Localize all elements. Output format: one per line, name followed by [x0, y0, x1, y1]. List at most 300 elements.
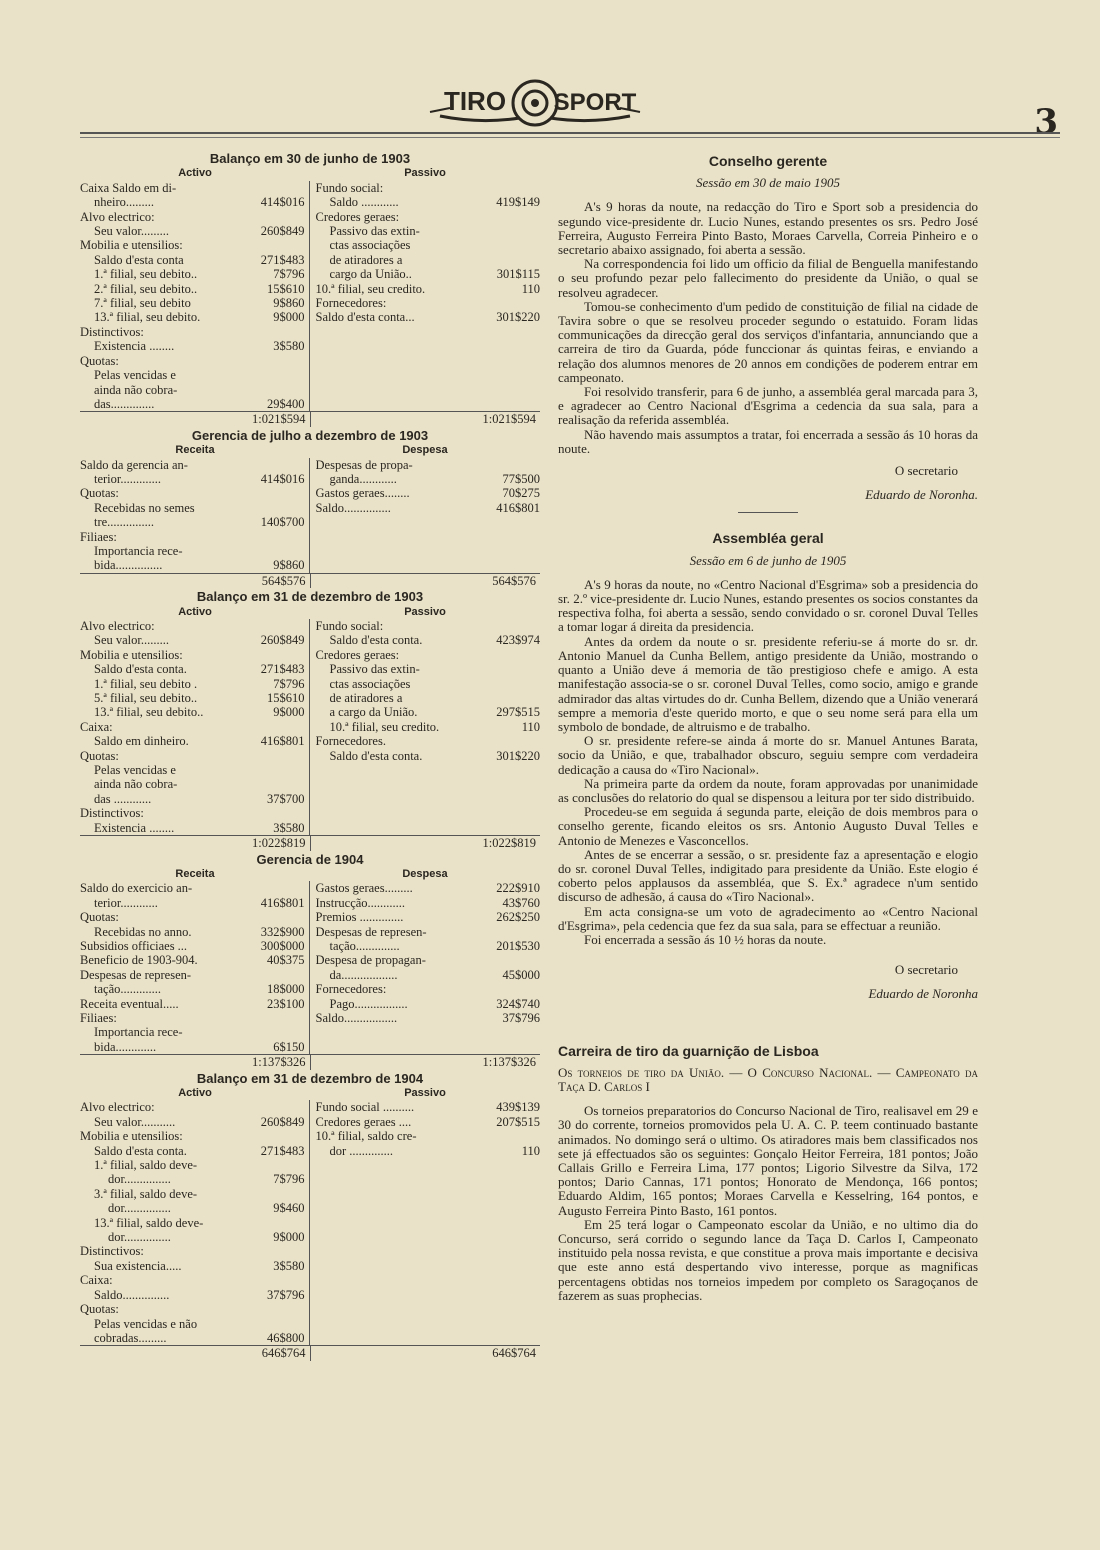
ledger-row [80, 1216, 305, 1230]
ledger-item-label: Quotas: [80, 910, 119, 925]
ledger-item-amount: 9$860 [273, 296, 305, 311]
ledger-row [80, 1144, 305, 1158]
ledger-item-label: bida............. [94, 1039, 157, 1054]
ledger-right-side [310, 619, 541, 835]
ledger-row [80, 558, 305, 572]
ledger-row [80, 806, 305, 820]
header-rule-thin [80, 137, 1060, 138]
ledger-row [316, 910, 541, 924]
ledger-item-label: Saldo do exercicio an- [80, 881, 193, 896]
svg-text:SPORT: SPORT [553, 89, 637, 116]
ledger-item-label: Filiaes: [80, 1010, 117, 1025]
ledger-item-label: Saldo............... [94, 1287, 170, 1302]
ledger-item-label: 1.ª filial, seu debito.. [94, 267, 198, 282]
masthead-emblem-icon [420, 72, 650, 134]
ledger-item-label: Saldo em dinheiro. [94, 734, 189, 749]
ledger-total: 1:137$326 [80, 1055, 311, 1069]
ledger-right-side [310, 1100, 541, 1345]
ledger-row [80, 1259, 305, 1273]
ledger-item-amount [235, 383, 305, 397]
ledger-row [80, 339, 305, 353]
ledger-item-amount: 260$849 [260, 1114, 305, 1129]
ledger-row [316, 267, 541, 281]
ledger-item-label: Distinctivos: [80, 806, 144, 821]
ledger-item-label: Sua existencia..... [94, 1258, 182, 1273]
ledger-item-amount [235, 1216, 305, 1230]
ledger-item-amount [235, 325, 305, 339]
ledger-left-side [80, 881, 310, 1054]
ledger-item-amount: 7$796 [273, 676, 305, 691]
ledger-row [80, 720, 305, 734]
ledger-column-head: Activo [178, 1087, 212, 1099]
ledger-item-label: Caixa Saldo em di- [80, 180, 177, 195]
ledger-row [316, 749, 541, 763]
ledger-item-amount [235, 1100, 305, 1114]
page-number: 3 [1034, 102, 1058, 142]
ledger-item-label: das.............. [94, 396, 155, 411]
ledger-item-label: Distinctivos: [80, 324, 144, 339]
ledger-row [316, 720, 541, 734]
ledger-item-amount: 262$250 [496, 910, 540, 925]
ledger-item-label: Recebidas no semes [94, 500, 195, 515]
ledger-item-amount: 15$610 [267, 281, 305, 296]
ledger-item-label: de atiradores a [329, 691, 403, 706]
ledger-item-amount: 3$580 [273, 339, 305, 354]
ledger-row [80, 777, 305, 791]
article-paragraph: Em acta consigna-se um voto de agradecimento ao «Centro Nacional d'Esgrima», pela cedencia que fez da sua sala, para se effectuar a reunião. [558, 903, 978, 933]
ledger-item-label: Passivo das extin- [329, 224, 420, 239]
ledger-item-amount: 6$150 [273, 1039, 305, 1054]
ledger-item-label: Pelas vencidas e [94, 368, 176, 383]
ledger-row [80, 1302, 305, 1316]
ledger-item-amount [470, 734, 540, 748]
ledger-item-label: Quotas: [80, 353, 119, 368]
ledger-row [80, 354, 305, 368]
ledger-row [80, 195, 305, 209]
ledger-item-label: Existencia ........ [94, 820, 175, 835]
ledger-item-label: Saldo d'esta conta. [329, 748, 423, 763]
ledger-row [316, 734, 541, 748]
ledger-column-head: Passivo [404, 1087, 446, 1099]
ledger-row [316, 691, 541, 705]
ledger-row [80, 763, 305, 777]
ledger-row [80, 1187, 305, 1201]
ledger-item-label: Saldo d'esta conta. [329, 633, 423, 648]
article-paragraph: A's 9 horas da noute, no «Centro Nacional d'Esgrima» sob a presidencia do sr. 2.º vice-presidente dr. Lucio Nunes, estando presentes os socios constantes da respectiva folha, foi aberta a sessão, sendo convidado o sr. coronel Duval Telles a tomar logar á direita da presidencia. [558, 576, 978, 635]
ledger-item-label: 1.ª filial, seu debito . [94, 676, 198, 691]
ledger-row [316, 181, 541, 195]
ledger-item-amount: 301$220 [496, 310, 540, 325]
ledger-item-label: 13.ª filial, saldo deve- [94, 1215, 204, 1230]
ledger-total: 646$764 [80, 1346, 311, 1360]
ledger-item-label: Caixa: [80, 719, 113, 734]
ledger-item-label: Saldo d'esta conta... [315, 310, 415, 325]
ledger-row [316, 925, 541, 939]
ledger-row [316, 253, 541, 267]
ledger-item-amount [235, 910, 305, 924]
ledger-item-label: Fornecedores: [315, 982, 387, 997]
ledger-item-amount: 207$515 [496, 1114, 540, 1129]
ledger-item-amount [235, 968, 305, 982]
ledger-column-head: Passivo [404, 605, 446, 618]
ledger-row [80, 1244, 305, 1258]
ledger-left-side [80, 458, 310, 573]
ledger-item-amount [470, 224, 540, 238]
article-title-conselho: Conselho gerente [708, 153, 828, 169]
signature-name: Eduardo de Noronha [868, 986, 978, 1002]
ledger-item-amount [235, 1187, 305, 1201]
ledger-left-side [80, 1100, 310, 1345]
ledger-item-label: Fornecedores: [315, 296, 387, 311]
ledger-item-amount: 332$900 [260, 924, 305, 939]
ledger-row [80, 1011, 305, 1025]
ledger-item-label: dor............... [108, 1201, 171, 1216]
ledger-item-label: Saldo ............ [329, 195, 399, 210]
ledger-row [316, 997, 541, 1011]
ledger-row [316, 1144, 541, 1158]
ledger-item-amount [470, 253, 540, 267]
ledger-item-amount [235, 1273, 305, 1287]
ledger-title: Balanço em 31 de dezembro de 1904 [196, 1070, 424, 1086]
ledger-row [316, 982, 541, 996]
ledger-total: 1:022$819 [482, 836, 536, 851]
ledger-item-label: terior............ [94, 895, 158, 910]
article-paragraph: Os torneios preparatorios do Concurso Nacional de Tiro, realisavel em 29 e 30 do corrente, torneios promovidos pela U. A. C. P. teem continuado bastante animados. No domingo será o ultimo. Os atiradores mais bem classificados nos sete já effectuados são os seguintes: Gonçalo Heitor Ferreira, 181 pontos; João Callais Grillo e Ferreira Lima, 177 pontos; Ligorio Silvestre da Silva, 172 pontos; Dario Cannas, 171 pontos; Honorato de Mendonça, 166 pontos; Eduardo Aldim, 165 pontos; Moraes Carvella e Kesselring, 164 pontos, e Augusto Ferreira Pinto Basto, 161 pontos. [558, 1103, 978, 1218]
ledger-row [80, 749, 305, 763]
ledger-item-label: ctas associações [329, 238, 411, 253]
ledger-item-label: de atiradores a [329, 252, 403, 267]
ledger-item-amount [235, 486, 305, 500]
ledger-item-label: Distinctivos: [80, 1244, 144, 1259]
ledger-item-amount: 37$796 [502, 1010, 540, 1025]
ledger-item-label: Fundo social: [315, 180, 384, 195]
article-paragraph: Procedeu-se em seguida á segunda parte, eleição de dois membros para o conselho gerente, ficando eleitos os srs. Antonio Augusto Duval Telles e Antonio de Menezes e Vasconcellos. [558, 804, 978, 848]
ledger-column-head: Receita [175, 444, 215, 457]
ledger-row [80, 1040, 305, 1054]
ledger-total: 1:022$819 [80, 836, 311, 850]
ledger-item-label: Subsidios officiaes ... [80, 938, 188, 953]
ledger-item-label: Seu valor........... [94, 1114, 176, 1129]
ledger-item-label: Gastos geraes......... [315, 881, 413, 896]
ledger-item-amount: 414$016 [260, 471, 305, 486]
ledger-item-label: Pelas vencidas e não [94, 1316, 198, 1331]
ledger-row [80, 619, 305, 633]
ledger-item-amount [470, 925, 540, 939]
ledger-item-amount: 70$275 [502, 486, 540, 501]
ledger-item-label: Saldo d'esta conta. [94, 1143, 187, 1158]
article-paragraph: A's 9 horas da noute, na redacção do Tiro e Sport sob a presidencia do segundo vice-presidente dr. Lucio Nunes, estando presentes os srs. Pedro José Ferreira, Augusto Ferreira Pinto Basto, Moraes Carvella, Correia Pinheiro e o secretario abaixo assignado, foi aberta a sessão. [558, 199, 978, 258]
ledger-item-label: tação.............. [329, 938, 400, 953]
ledger-item-label: dor............... [108, 1230, 171, 1245]
ledger-title: Gerencia de julho a dezembro de 1903 [191, 427, 429, 443]
ledger-row [80, 1230, 305, 1244]
article-title-carreira: Carreira de tiro da guarnição de Lisboa [558, 1042, 819, 1059]
ledger-row [80, 515, 305, 529]
ledger-section [80, 152, 540, 427]
ledger-item-amount: 9$460 [273, 1201, 305, 1216]
ledger-row [80, 648, 305, 662]
ledger-item-amount: 260$849 [260, 633, 305, 648]
ledger-item-amount: 416$801 [260, 734, 305, 749]
ledger-row [80, 677, 305, 691]
article-paragraph: Não havendo mais assumptos a tratar, foi encerrada a sessão ás 10 horas da noute. [558, 426, 978, 456]
ledger-row [316, 224, 541, 238]
article-body-assemblea [558, 578, 978, 947]
ledger-item-amount [235, 458, 305, 472]
ledger-row [80, 238, 305, 252]
ledger-section [80, 1072, 540, 1361]
ledger-row [316, 953, 541, 967]
ledger-item-amount [235, 648, 305, 662]
ledger-row [80, 501, 305, 515]
ledger-section [80, 429, 540, 588]
ledger-item-label: Alvo electrico: [80, 1100, 155, 1115]
ledger-row [80, 1129, 305, 1143]
ledger-item-label: 7.ª filial, seu debito [94, 296, 191, 311]
ledger-item-amount: 9$000 [273, 310, 305, 325]
ledger-item-label: dor............... [108, 1172, 171, 1187]
ledger-item-amount [235, 1158, 305, 1172]
ledger-row [80, 1115, 305, 1129]
ledger-item-amount: 46$800 [267, 1330, 305, 1345]
ledger-item-amount [470, 238, 540, 252]
signature-role: O secretario [894, 463, 958, 479]
ledger-row [80, 530, 305, 544]
ledger-right-side [310, 881, 541, 1054]
ledger-row [80, 383, 305, 397]
ledger-item-label: Alvo electrico: [80, 619, 155, 633]
ledger-row [316, 633, 541, 647]
ledger-item-amount [235, 720, 305, 734]
ledger-row [80, 544, 305, 558]
ledger-row [80, 224, 305, 238]
ledger-item-label: Importancia rece- [94, 543, 183, 558]
ledger-item-label: ainda não cobra- [94, 777, 178, 792]
ledger-row [80, 325, 305, 339]
ledger-row [80, 1317, 305, 1331]
ledger-row [80, 734, 305, 748]
ledger-row [80, 968, 305, 982]
masthead-logo [420, 72, 650, 134]
ledger-item-amount: 140$700 [260, 515, 305, 530]
ledger-row [316, 939, 541, 953]
ledger-item-amount: 45$000 [502, 967, 540, 982]
ledger-item-label: 13.ª filial, seu debito.. [94, 705, 204, 720]
ledger-item-label: Saldo............... [315, 500, 391, 515]
ledger-row [316, 881, 541, 895]
ledger-item-amount [235, 763, 305, 777]
ledger-item-amount: 260$849 [260, 224, 305, 239]
article-subtitle-conselho: Sessão em 30 de maio 1905 [695, 175, 841, 191]
ledger-item-amount: 29$400 [267, 396, 305, 411]
ledger-item-label: Seu valor......... [94, 633, 169, 648]
ledger-row [80, 925, 305, 939]
ledger-left-side [80, 181, 310, 412]
header-rule [80, 132, 1060, 134]
ledger-item-label: Despesas de propa- [315, 457, 413, 472]
ledger-row [80, 486, 305, 500]
ledger-row [316, 1011, 541, 1025]
ledger-row [316, 458, 541, 472]
ledger-item-amount [235, 210, 305, 224]
ledger-item-amount: 37$796 [267, 1287, 305, 1302]
ledger-title: Balanço em 31 de dezembro de 1903 [196, 589, 424, 605]
ledger-column-head: Activo [178, 167, 212, 180]
ledger-row [80, 982, 305, 996]
ledger-item-label: Passivo das extin- [329, 662, 420, 677]
ledger-row [316, 501, 541, 515]
ledger-item-amount [235, 749, 305, 763]
ledger-row [316, 296, 541, 310]
ledger-row [80, 210, 305, 224]
ledger-item-amount [235, 368, 305, 382]
ledger-item-label: Saldo d'esta conta. [94, 662, 187, 677]
signature-name: Eduardo de Noronha. [865, 487, 978, 503]
ledger-row [80, 310, 305, 324]
ledger-item-amount [235, 1025, 305, 1039]
ledger-item-label: Mobilia e utensilios: [80, 1129, 183, 1144]
ledger-item-label: 3.ª filial, saldo deve- [94, 1186, 198, 1201]
ledger-item-amount: 300$000 [260, 938, 305, 953]
ledger-item-label: Premios .............. [315, 910, 404, 925]
divider [738, 512, 798, 513]
ledger-item-amount [470, 982, 540, 996]
ledger-row [316, 282, 541, 296]
ledger-item-amount [235, 881, 305, 895]
ledger-item-label: Credores geraes: [315, 647, 400, 662]
ledger-row [316, 662, 541, 676]
ledger-item-label: Mobilia e utensilios: [80, 238, 183, 253]
ledger-item-amount: 271$483 [260, 252, 305, 267]
ledger-item-label: 10.ª filial, seu credito. [315, 281, 426, 296]
ledger-item-amount [235, 1317, 305, 1331]
ledger-title: Balanço em 30 de junho de 1903 [209, 151, 411, 166]
ledger-row [316, 896, 541, 910]
ledger-item-label: Mobilia e utensilios: [80, 647, 183, 662]
ledger-item-amount: 110 [521, 1143, 540, 1158]
ledger-item-label: Despesa de propagan- [315, 953, 426, 968]
ledger-item-amount [470, 181, 540, 195]
article-paragraph: Na primeira parte da ordem da noute, foram approvadas por unanimidade as conclusões do relatorio do qual se dispensou a leitura por ter sido distribuido. [558, 775, 978, 805]
ledger-item-label: dor .............. [329, 1143, 394, 1158]
ledger-item-amount [235, 544, 305, 558]
ledger-item-amount [235, 238, 305, 252]
ledger-item-amount: 9$000 [273, 1230, 305, 1245]
ledger-item-label: Credores geraes: [315, 209, 400, 224]
ledger-row [316, 310, 541, 324]
ledger-item-label: Recebidas no anno. [94, 924, 192, 939]
ledger-item-label: Instrucção............ [315, 895, 406, 910]
ledger-item-amount: 222$910 [496, 881, 540, 896]
ledger-item-amount: 37$700 [267, 791, 305, 806]
ledger-item-label: tre............... [94, 515, 155, 530]
ledger-right-side [310, 181, 541, 412]
ledger-row [80, 633, 305, 647]
ledger-item-amount: 43$760 [502, 895, 540, 910]
ledger-row [316, 210, 541, 224]
ledger-item-amount [470, 210, 540, 224]
ledger-row [80, 881, 305, 895]
ledger-item-amount: 15$610 [267, 691, 305, 706]
ledger-item-amount [235, 777, 305, 791]
articles-column [558, 150, 978, 1303]
ledger-item-label: Existencia ........ [94, 339, 175, 354]
ledger-item-label: 5.ª filial, seu debito.. [94, 691, 198, 706]
ledger-item-label: Filiaes: [80, 529, 117, 544]
ledger-item-label: Quotas: [80, 486, 119, 501]
ledger-item-amount: 9$000 [273, 705, 305, 720]
ledger-item-amount [470, 691, 540, 705]
ledger-item-label: Gastos geraes........ [315, 486, 410, 501]
ledger-item-label: Saldo d'esta conta [94, 252, 184, 267]
article-paragraph: Antes da ordem da noute o sr. presidente referiu-se á morte do sr. dr. Antonio Manuel da Cunha Bellem, antigo presidente da União, mostrando o quanto a União deve á memoria de tão prestigioso chefe e amigo. A esta manifestação associa-se o sr. coronel Duval Telles, como socio, amigo e grande admirador das altas virtudes do dr. Cunha Bellem, dizendo que a União venerará sempre a memoria d'este querido morto, e que o seu nome será para ella um symbolo de bondade, de altruismo e de trabalho. [558, 633, 978, 734]
ledger-row [80, 472, 305, 486]
ledger-item-amount: 7$796 [273, 1172, 305, 1187]
ledger-item-label: Alvo electrico: [80, 209, 155, 224]
ledger-item-amount [470, 619, 540, 633]
ledger-column-head: Passivo [404, 167, 446, 180]
ledger-item-amount: 301$115 [496, 267, 540, 282]
ledger-item-label: Fundo social .......... [315, 1100, 415, 1115]
ledger-item-amount [235, 501, 305, 515]
ledger-row [80, 1025, 305, 1039]
ledger-item-label: Pelas vencidas e [94, 763, 176, 778]
ledger-item-label: Quotas: [80, 1302, 119, 1317]
article-paragraph: Foi resolvido transferir, para 6 de junho, a assembléa geral marcada para 3, e agradecer ao Centro Nacional d'Esgrima a cedencia da sua sala, para a realisação da referida assembléa. [558, 384, 978, 428]
ledger-item-amount: 324$740 [496, 996, 540, 1011]
ledger-item-amount: 110 [521, 719, 540, 734]
ledger-item-label: nheiro......... [94, 195, 155, 210]
ledger-row [80, 368, 305, 382]
ledger-item-label: cobradas......... [94, 1330, 167, 1345]
svg-text:TIRO: TIRO [443, 86, 507, 116]
ledger-row [80, 181, 305, 195]
ledger-item-label: Caixa: [80, 1273, 113, 1288]
ledger-row [80, 821, 305, 835]
article-body-carreira [558, 1104, 978, 1303]
ledger-item-amount: 7$796 [273, 267, 305, 282]
article-lead-carreira: Os torneios de tiro da União. — O Concurso Nacional. — Campeonato da Taça D. Carlos I [558, 1064, 978, 1094]
article-paragraph: Antes de se encerrar a sessão, o sr. presidente faz a apresentação e elogio do sr. coronel Duval Telles, indigitado para presidente da União. Este elogio é coberto pelos applausos da assembléa, que S. Ex.ª agradece n'um sentido discurso de adhesão, á causa do «Tiro Nacional». [558, 846, 978, 905]
ledger-row [316, 472, 541, 486]
ledger-section [80, 590, 540, 850]
ledger-item-label: ainda não cobra- [94, 382, 178, 397]
ledger-row [80, 896, 305, 910]
ledger-row [80, 1331, 305, 1345]
financial-statements-column [80, 150, 540, 1361]
ledger-total: 1:021$594 [482, 412, 536, 427]
ledger-item-amount [470, 648, 540, 662]
article-paragraph: Em 25 terá logar o Campeonato escolar da União, e no ultimo dia do Concurso, será corrido o segundo lance da Taça D. Carlos I, Campeonato instituido pela nossa revista, e que constitue a prova mais importante e decisiva que este anno está despertando vivo interesse, porque as magnificas percentagens obtidas nos torneios impedem por completo os Saragoçanos de fazerem as suas prophecias. [558, 1216, 978, 1303]
ledger-row [80, 1172, 305, 1186]
ledger-item-amount [470, 662, 540, 676]
ledger-row [80, 1288, 305, 1302]
ledger-item-amount: 271$483 [260, 1143, 305, 1158]
ledger-item-amount [470, 458, 540, 472]
ledger-item-amount [470, 296, 540, 310]
ledger-item-amount: 3$580 [273, 1258, 305, 1273]
ledger-row [80, 792, 305, 806]
ledger-item-label: Saldo da gerencia an- [80, 457, 188, 472]
ledger-title: Gerencia de 1904 [256, 851, 364, 867]
ledger-total: 646$764 [492, 1346, 536, 1361]
ledger-column-head: Receita [175, 867, 215, 880]
ledger-item-label: Importancia rece- [94, 1025, 183, 1040]
ledger-item-label: terior............. [94, 471, 162, 486]
ledger-item-label: Credores geraes .... [315, 1114, 412, 1129]
ledger-row [316, 705, 541, 719]
article-subtitle-assemblea: Sessão em 6 de junho de 1905 [689, 552, 847, 568]
